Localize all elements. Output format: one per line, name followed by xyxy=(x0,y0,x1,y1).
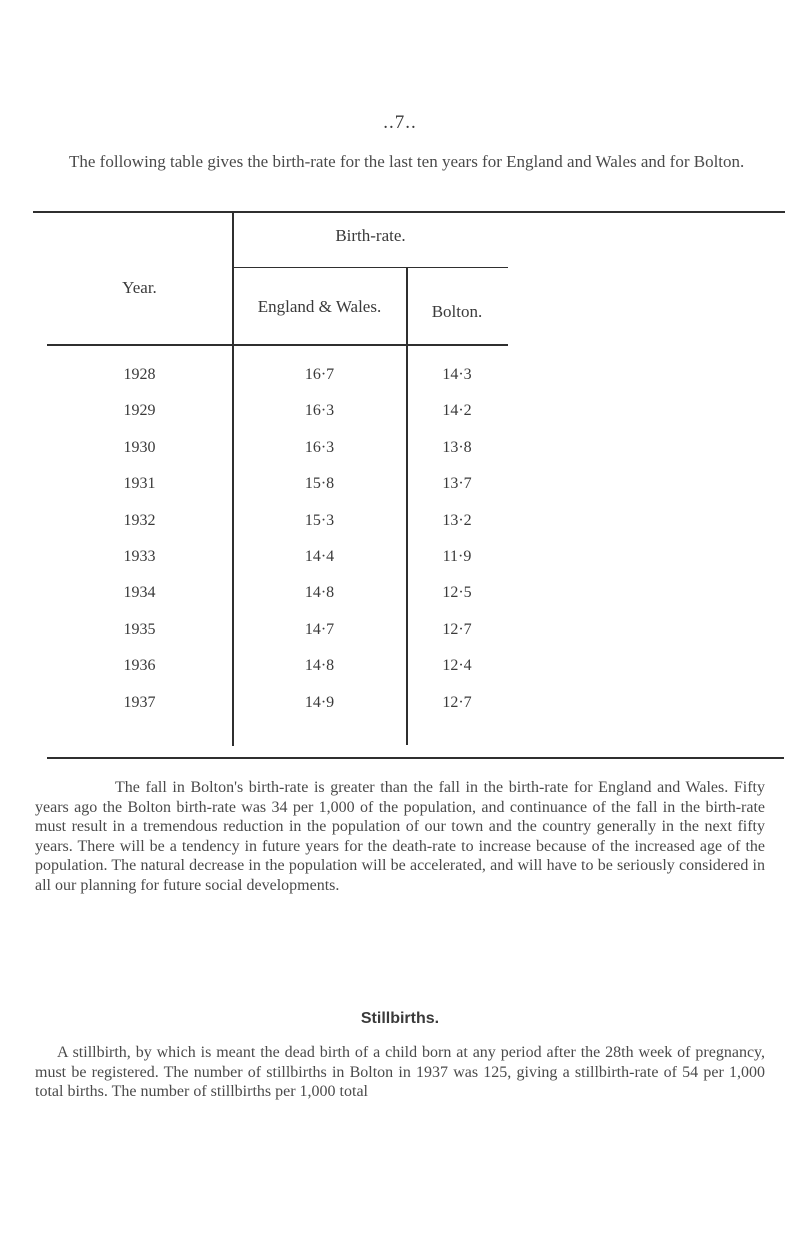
england-wales-rate-cell: 14·7 xyxy=(304,621,335,638)
bolton-rate-cell: 13·2 xyxy=(442,512,472,529)
section-heading-stillbirths: Stillbirths. xyxy=(360,1010,440,1027)
bolton-rate-cell: 12·7 xyxy=(442,694,472,711)
england-wales-rate-cell: 16·3 xyxy=(304,439,335,456)
england-wales-rate-cell: 15·8 xyxy=(304,475,335,492)
year-cell: 1934 xyxy=(123,584,156,601)
year-cell: 1936 xyxy=(123,657,156,674)
header-bottom-rule xyxy=(47,344,508,346)
year-cell: 1937 xyxy=(123,694,156,711)
bolton-rate-cell: 12·4 xyxy=(442,657,472,674)
year-cell: 1928 xyxy=(123,366,156,383)
year-cell: 1931 xyxy=(123,475,156,492)
bolton-rate-cell: 14·3 xyxy=(442,366,472,383)
stillbirths-text: A stillbirth, by which is meant the dead birth of a child born at any period after the 28th week of pregnancy, must be registered. The number of stillbirths in Bolton in 1937 was 125, giving a stillbirth-rate of 54 per 1,000 total births. The number of stillbirths per 1,000 total xyxy=(35,1044,765,1100)
birth-rate-group-header: Birth-rate. xyxy=(335,226,406,245)
england-wales-rate-cell: 16·7 xyxy=(304,366,335,383)
table-top-rule xyxy=(33,211,785,213)
england-wales-rate-cell: 14·8 xyxy=(304,657,335,674)
birth-rate-commentary xyxy=(35,778,765,895)
page-number: ..7.. xyxy=(383,112,417,133)
table-bottom-rule xyxy=(47,757,784,759)
england-wales-rate-cell: 14·4 xyxy=(304,548,335,565)
commentary-text: The fall in Bolton's birth-rate is greater than the fall in the birth-rate for England and Wales. Fifty years ago the Bolton birth-rate was 34 per 1,000 of the population, and continuance of the fall in the birth-rate must result in a tremendous reduction in the population of our town and the country generally in the next fifty years. There will be a tendency in future years for the death-rate to increase because of the increased age of the population. The natural decrease in the population will be accelerated, and will have to be seriously considered in all our planning for future social developments. xyxy=(35,779,765,894)
intro-text xyxy=(35,151,765,173)
stillbirths-paragraph xyxy=(35,1043,765,1102)
bolton-rate-cell: 12·5 xyxy=(442,584,472,601)
england-wales-rate-cell: 15·3 xyxy=(304,512,335,529)
england-wales-rate-cell: 16·3 xyxy=(304,402,335,419)
bolton-rate-cell: 14·2 xyxy=(442,402,472,419)
year-column-header: Year. xyxy=(122,278,157,297)
intro-paragraph: The following table gives the birth-rate for the last ten years for England and Wales and for Bolton. xyxy=(69,152,745,171)
year-cell: 1933 xyxy=(123,548,156,565)
england-wales-rate-cell: 14·8 xyxy=(304,584,335,601)
bolton-rate-cell: 13·7 xyxy=(442,475,472,492)
bolton-rate-cell: 11·9 xyxy=(442,548,472,565)
year-cell: 1929 xyxy=(123,402,156,419)
year-cell: 1930 xyxy=(123,439,156,456)
birth-rate-subheader-rule xyxy=(233,267,508,268)
bolton-rate-cell: 13·8 xyxy=(442,439,472,456)
bolton-column-header: Bolton. xyxy=(431,302,483,321)
england-wales-rate-cell: 14·9 xyxy=(304,694,335,711)
bolton-rate-cell: 12·7 xyxy=(442,621,472,638)
year-cell: 1932 xyxy=(123,512,156,529)
year-cell: 1935 xyxy=(123,621,156,638)
england-wales-column-header: England & Wales. xyxy=(257,297,382,316)
